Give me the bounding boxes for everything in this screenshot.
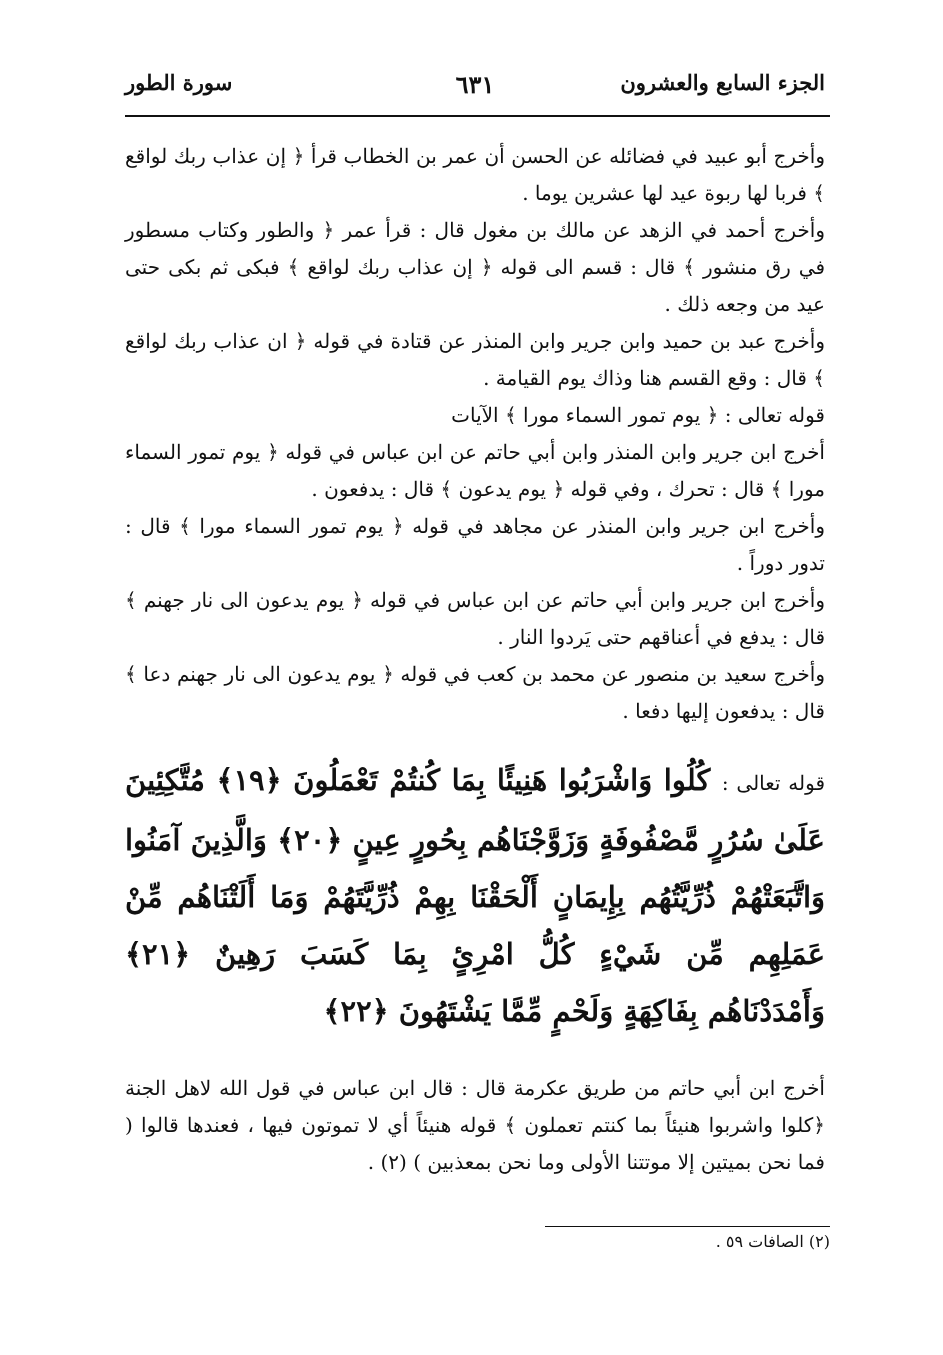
paragraph: قوله تعالى : ﴿ يوم تمور السماء مورا ﴾ الآيات bbox=[451, 403, 825, 427]
paragraph: وأخرج أبو عبيد في فضائله عن الحسن أن عمر بن الخطاب قرأ ﴿ إن عذاب ربك لواقع ﴾ فربا لها ربوة عيد لها عشرين يوما . bbox=[125, 144, 825, 205]
page-header bbox=[125, 70, 825, 110]
surah-title: سورة الطور bbox=[125, 70, 233, 95]
paragraph: وأخرج ابن جرير وابن أبي حاتم عن ابن عباس في قوله ﴿ يوم يدعون الى نار جهنم ﴾ قال : يدفع في أعناقهم حتى يَردوا النار . bbox=[125, 588, 825, 649]
verse-text: كُلُوا وَاشْرَبُوا هَنِيئًا بِمَا كُنتُمْ تَعْمَلُونَ ﴿١٩﴾ مُتَّكِئِينَ عَلَىٰ سُرُرٍ مَّصْفُوفَةٍ وَزَوَّجْنَاهُم بِحُورٍ عِينٍ ﴿٢٠﴾ وَالَّذِينَ آمَنُوا وَاتَّبَعَتْهُمْ ذُرِّيَّتُهُم بِإِيمَانٍ أَلْحَقْنَا بِهِمْ ذُرِّيَّتَهُمْ وَمَا أَلَتْنَاهُم مِّنْ عَمَلِهِم مِّن شَيْءٍ كُلُّ امْرِئٍ بِمَا كَسَبَ رَهِينٌ ﴿٢١﴾ وَأَمْدَدْنَاهُم بِفَاكِهَةٍ وَلَحْمٍ مِّمَّا يَشْتَهُونَ ﴿٢٢﴾ bbox=[125, 763, 825, 1028]
part-title: الجزء السابع والعشرون bbox=[620, 70, 825, 95]
paragraph: وأخرج أحمد في الزهد عن مالك بن مغول قال : قرأ عمر ﴿ والطور وكتاب مسطور في رق منشور ﴾ قال : قسم الى قوله ﴿ إن عذاب ربك لواقع ﴾ فبكى ثم بكى حتى عيد من وجعه ذلك . bbox=[125, 218, 825, 316]
paragraph: وأخرج سعيد بن منصور عن محمد بن كعب في قوله ﴿ يوم يدعون الى نار جهنم دعا ﴾ قال : يدفعون إليها دفعا . bbox=[125, 662, 825, 723]
header-rule bbox=[125, 115, 830, 117]
verse-intro: قوله تعالى : bbox=[721, 771, 826, 795]
paragraph: أخرج ابن أبي حاتم من طريق عكرمة قال : قال ابن عباس في قول الله لاهل الجنة ﴿كلوا واشربوا هنيئاً بما كنتم تعملون ﴾ قوله هنيئاً أي لا تموتون فيها ، فعندها قالوا ( فما نحن بميتين إلا موتتنا الأولى وما نحن بمعذبين ) (٢) . bbox=[125, 1076, 825, 1174]
quran-verse-block bbox=[125, 752, 825, 1040]
paragraph: وأخرج عبد بن حميد وابن جرير وابن المنذر عن قتادة في قوله ﴿ ان عذاب ربك لواقع ﴾ قال : وقع القسم هنا وذاك يوم القيامة . bbox=[125, 329, 825, 390]
footnote-rule bbox=[545, 1226, 830, 1227]
paragraph: وأخرج ابن جرير وابن المنذر عن مجاهد في قوله ﴿ يوم تمور السماء مورا ﴾ قال : تدور دوراً . bbox=[125, 514, 825, 575]
paragraph: أخرج ابن جرير وابن المنذر وابن أبي حاتم عن ابن عباس في قوله ﴿ يوم تمور السماء مورا ﴾ قال : تحرك ، وفي قوله ﴿ يوم يدعون ﴾ قال : يدفعون . bbox=[125, 440, 825, 501]
page-number: ٦٣١ bbox=[455, 70, 495, 99]
footnote: (٢) الصافات ٥٩ . bbox=[715, 1232, 830, 1251]
page-body bbox=[125, 138, 825, 1181]
